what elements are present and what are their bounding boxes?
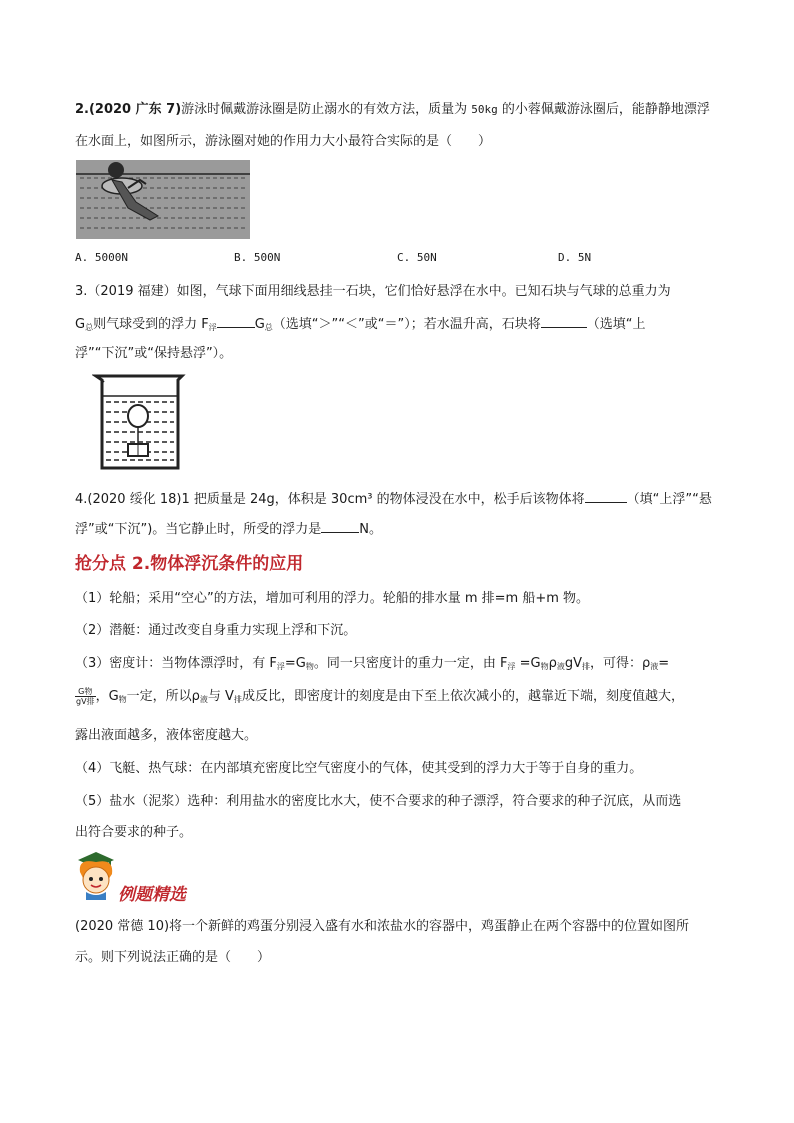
q4-blank-1[interactable] xyxy=(585,488,627,503)
example-line-1: (2020 常德 10)将一个新鲜的鸡蛋分别浸入盛有水和浓盐水的容器中，鸡蛋静止在两个容器中的位置如图所 xyxy=(75,919,690,934)
section-p3-line-3: 露出液面越多，液体密度越大。 xyxy=(75,728,258,743)
q2-option-c: C. 50N xyxy=(397,251,437,264)
q4-line-1: 4.(2020 绥化 18)1 把质量是 24g，体积是 30cm³ 的物体浸没在水中，松手后该物体将 （填“上浮”“悬 xyxy=(75,488,724,510)
section-p4: （4）飞艇、热气球：在内部填充密度比空气密度小的气体，使其受到的浮力大于等于自身的重力。 xyxy=(75,761,643,776)
q2-option-b: B. 500N xyxy=(234,251,281,264)
q3-line-1: 3.（2019 福建）如图，气球下面用细线悬挂一石块，它们恰好悬浮在水中。已知石块与气球的总重力为 xyxy=(75,284,671,299)
section-p1: （1）轮船；采用“空心”的方法，增加可利用的浮力。轮船的排水量 m 排=m 船+m 物。 xyxy=(75,591,590,606)
q4-line-2: 浮”或“下沉”)。当它静止时，所受的浮力是 N。 xyxy=(75,518,724,540)
q2-source: 2.(2020 广东 7) xyxy=(75,102,182,117)
q2-line-2: 在水面上，如图所示，游泳圈对她的作用力大小最符合实际的是（ ） xyxy=(75,134,492,149)
section-heading: 抢分点 2.物体浮沉条件的应用 xyxy=(75,554,304,574)
student-mascot-icon xyxy=(72,850,116,900)
section-p5-line-1: （5）盐水（泥浆）选种：利用盐水的密度比水大，使不合要求的种子漂浮，符合要求的种子沉底，从而选 xyxy=(75,794,682,809)
beaker-balloon-figure xyxy=(92,372,188,472)
q2-option-a: A. 5000N xyxy=(75,251,128,264)
q3-blank-2[interactable] xyxy=(541,313,587,328)
section-p3-line-1: （3）密度计：当物体漂浮时，有 $F_浮=G_物$。同一只密度计的重力一定，由 $F_浮 =G_物\rho_液gV_排$，可得：$\rho_液=$ xyxy=(75,656,670,671)
section-p3-line-2: $\frac{\text{G物}}{\text{gV排}}$ ，$G_物$一定，所以$\rho_液$与 $V_排$成反比，即密度计的刻度是由下至上依次减小的，越靠近下端，刻度值越大， xyxy=(76,687,684,706)
swimmer-figure xyxy=(76,160,250,239)
q3-blank-1[interactable] xyxy=(217,313,255,328)
q4-blank-2[interactable] xyxy=(321,518,359,533)
q2-line-1: 2.(2020 广东 7)游泳时佩戴游泳圈是防止溺水的有效方法，质量为 50kg 的小蓉佩戴游泳圈后，能静静地漂浮 xyxy=(75,102,710,117)
q3-line-3: 浮”“下沉”或“保持悬浮”）。 xyxy=(75,346,233,361)
example-line-2: 示。则下列说法正确的是（ ） xyxy=(75,950,271,965)
density-fraction: $\frac{\text{G物}}{\text{gV排}}$ xyxy=(76,687,95,706)
section-p2: （2）潜艇：通过改变自身重力实现上浮和下沉。 xyxy=(75,623,357,638)
q2-option-d: D. 5N xyxy=(558,251,592,264)
section-p5-line-2: 出符合要求的种子。 xyxy=(75,825,193,840)
q3-line-2: $G_总$则气球受到的浮力 $F_浮$ $G_总$（选填“＞”“＜”或“＝”）；若水温升高，石块将 （选填“上 xyxy=(75,313,724,338)
example-badge-title: 例题精选 xyxy=(118,885,186,905)
